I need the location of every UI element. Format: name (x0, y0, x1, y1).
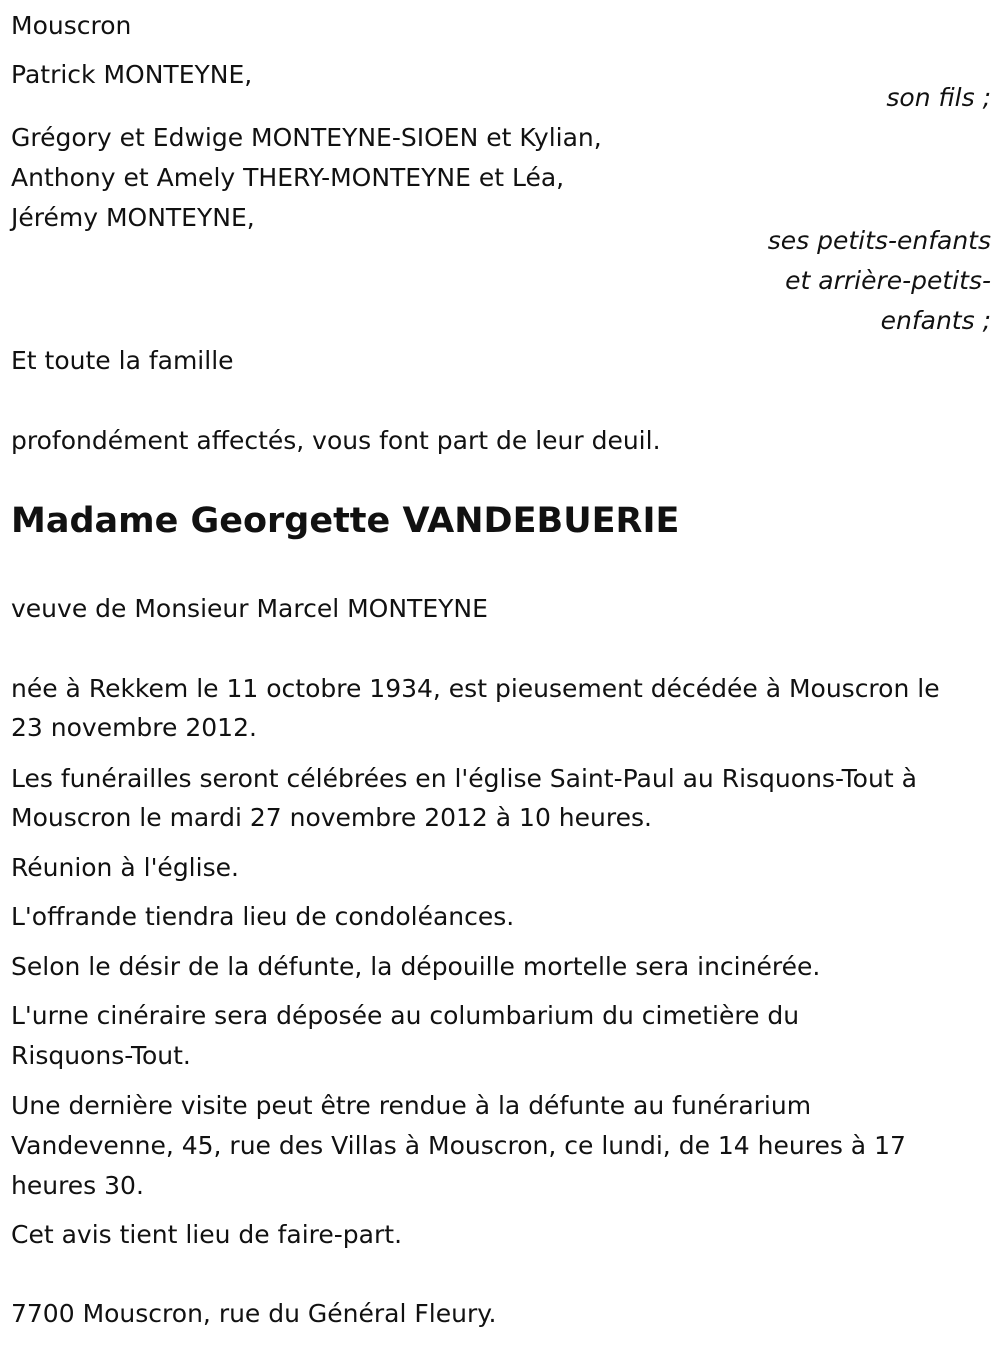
birth-death-line: née à Rekkem le 11 octobre 1934, est pieusement décédée à Mouscron le (11, 674, 940, 703)
visit-line: Vandevenne, 45, rue des Villas à Mouscron, ce lundi, de 14 heures à 17 (11, 1131, 906, 1160)
grandchildren-role-line: enfants ; (880, 306, 991, 335)
visit-line: Une dernière visite peut être rendue à la défunte au funérarium (11, 1091, 812, 1120)
grandchild-line: Anthony et Amely THERY-MONTEYNE et Léa, (11, 163, 565, 192)
visit-line: heures 30. (11, 1171, 144, 1200)
funeral-line: Les funérailles seront célébrées en l'église Saint-Paul au Risquons-Tout à (11, 764, 917, 793)
deceased-name: Madame Georgette VANDEBUERIE (11, 501, 680, 541)
address-line: 7700 Mouscron, rue du Général Fleury. (11, 1299, 497, 1328)
son-name: Patrick MONTEYNE, (11, 60, 253, 89)
funeral-line: Mouscron le mardi 27 novembre 2012 à 10 heures. (11, 803, 652, 832)
family-line: Et toute la famille (11, 346, 234, 375)
notice-line: Cet avis tient lieu de faire-part. (11, 1220, 403, 1249)
grandchild-line: Jérémy MONTEYNE, (11, 203, 255, 232)
son-role: son fils ; (886, 83, 991, 112)
urn-line: Risquons-Tout. (11, 1041, 191, 1070)
announcement-line: profondément affectés, vous font part de leur deuil. (11, 426, 661, 455)
cremation-line: Selon le désir de la défunte, la dépouille mortelle sera incinérée. (11, 952, 821, 981)
meeting-line: Réunion à l'église. (11, 853, 239, 882)
grandchild-line: Grégory et Edwige MONTEYNE-SIOEN et Kylian, (11, 123, 602, 152)
grandchildren-role-line: et arrière-petits- (785, 266, 991, 295)
urn-line: L'urne cinéraire sera déposée au columbarium du cimetière du (11, 1001, 800, 1030)
offering-line: L'offrande tiendra lieu de condoléances. (11, 902, 515, 931)
grandchildren-role-line: ses petits-enfants (767, 226, 991, 255)
widow-of-line: veuve de Monsieur Marcel MONTEYNE (11, 594, 488, 623)
location-heading: Mouscron (11, 11, 132, 40)
birth-death-line: 23 novembre 2012. (11, 713, 257, 742)
